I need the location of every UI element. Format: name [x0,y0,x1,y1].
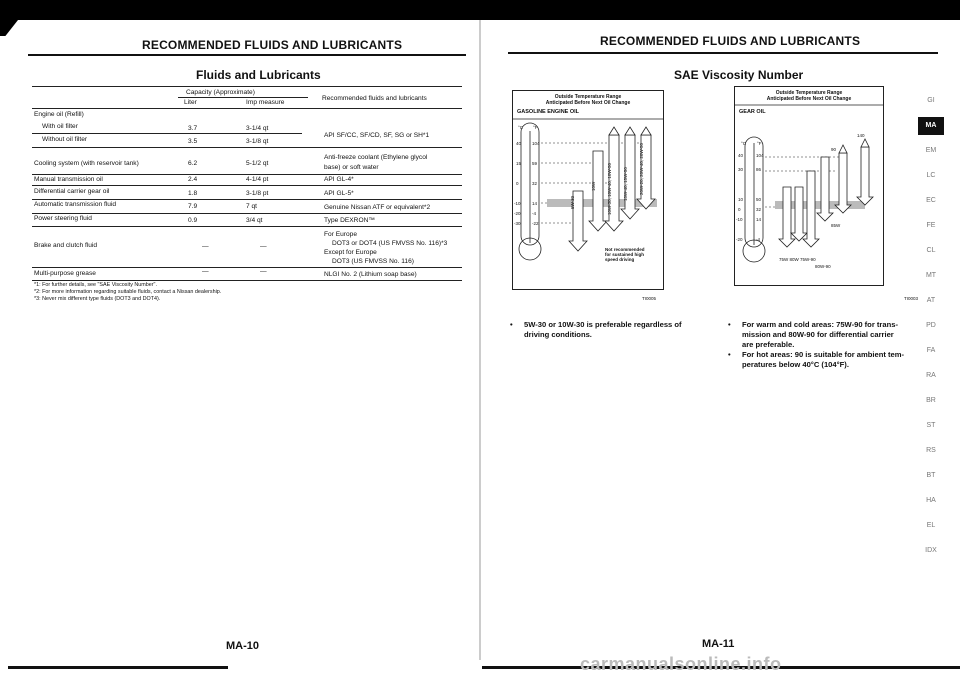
tab-idx[interactable]: IDX [925,547,937,554]
table-cell: 7 qt [246,203,257,210]
table-cell: base) or soft water [324,164,379,171]
bullet-left: • 5W-30 or 10W-30 is preferable regardless of driving conditions. [510,320,682,339]
chart2-fig-id: TI0003 [904,296,919,301]
chart2-graphic [735,87,883,285]
table-cell: NLGI No. 2 (Lithium soap base) [324,271,417,278]
chart2-unit-c: °C [741,141,747,146]
left-header-rule [28,54,466,56]
chart1-grade: 15W-40, 15W-50 [623,167,628,201]
chart2-tick-f: 32 [756,207,762,212]
tab-lc[interactable]: LC [926,172,936,179]
chart2-caption-1: Outside Temperature Range [775,90,843,96]
chart2-tick-f: 86 [756,167,762,172]
chart1-fig-id: TI0005 [642,296,657,301]
table-cell: Anti-freeze coolant (Ethylene glycol [324,154,428,161]
chart2-tick-c: 40 [738,153,744,158]
table-cell: 3-1/8 qt [246,138,269,145]
left-bottom-rule [8,666,228,669]
table-cell: — [202,268,209,275]
table-cell: 7.9 [188,203,198,210]
table-row: Without oil filter [42,136,88,143]
table-row: Engine oil (Refill) [34,111,84,118]
chart1-unit-c: °C [518,125,524,130]
table-cell: API GL-4* [324,176,354,183]
tab-br[interactable]: BR [926,397,936,404]
tab-st[interactable]: ST [926,422,936,429]
chart2-caption-2: Anticipated Before Next Oil Change [766,96,852,102]
chart1-tick-c: 0 [516,181,519,186]
chart1-tick-c: -20 [514,211,521,216]
chart2-grades-bottom: 75W 80W 75W-90 [779,257,816,262]
tab-cl[interactable]: CL [926,247,936,254]
tab-bt[interactable]: BT [926,472,936,479]
tab-ha[interactable]: HA [926,497,936,504]
left-page-number: MA-10 [226,640,260,652]
table-row: With oil filter [42,123,78,130]
footnote-2: *2: For more information regarding suitable fluids, contact a Nissan dealership. [34,289,222,295]
bullet-right-2-line-2: peratures below 40°C (104°F). [742,360,849,369]
right-page-header: RECOMMENDED FLUIDS AND LUBRICANTS [600,34,861,48]
table-row: Automatic transmission fluid [34,201,117,208]
chart1-tick-f: -4 [532,211,537,216]
chart1-grade: 10W-30, 10W-40, 10W-50 [607,162,612,215]
bullet-right-2: • For hot areas: 90 is suitable for ambient tem- peratures below 40°C (104°F). [728,350,905,369]
table-cell: API GL-5* [324,190,354,197]
table-cell: 4-1/4 pt [246,176,269,183]
chart2-unit-f: °F [757,141,762,146]
table-row: Differential carrier gear oil [34,188,110,195]
tab-at[interactable]: AT [926,297,936,304]
col-imp: Imp measure [246,99,285,106]
table-row: Brake and clutch fluid [34,242,98,249]
bullet-right-2-line-1: For hot areas: 90 is suitable for ambient tem- [742,350,905,359]
chart1-tick-c: 15 [516,161,522,166]
tab-fe[interactable]: FE [926,222,936,229]
table-cell: 0.9 [188,217,198,224]
capacity-header: Capacity (Approximate) [186,89,255,96]
chart2-grade-85w: 85W [831,223,841,228]
book-spine [479,20,481,660]
chart1-grade: 10W [591,181,596,191]
table-row: Power steering fluid [34,215,92,222]
chart2-tick-f: 104 [756,153,764,158]
table-cell: 5-1/2 qt [246,160,269,167]
table-cell: For Europe [324,231,357,238]
table-cell: Except for Europe [324,249,377,256]
table-cell: 3.7 [188,125,198,132]
chart1-tick-f: 32 [532,181,538,186]
bullet-right-1: • For warm and cold areas: 75W-90 for trans- mission and 80W-90 for differential carrier are preferable. [728,320,898,349]
chart1-tick-c: -10 [514,201,521,206]
chart2-tick-f: -4 [756,237,761,242]
tab-el[interactable]: EL [926,522,936,529]
chart1-tick-f: 59 [532,161,538,166]
left-page-title: Fluids and Lubricants [196,68,321,82]
table-cell: — [260,268,267,275]
bullet-right-1-line-2: mission and 80W-90 for differential carrier [742,330,894,339]
chart1-caption-1: Outside Temperature Range [554,94,622,100]
table-row: Multi-purpose grease [34,270,96,277]
chart1-tick-f: -22 [532,221,539,226]
chart2-section: GEAR OIL [739,109,766,115]
chart2-tick-c: -20 [736,237,743,242]
table-row: Cooling system (with reservoir tank) [34,160,139,167]
chart1-note-1: Not recommended [605,247,645,252]
watermark: carmanualsonline.info [580,654,782,674]
right-page-title: SAE Viscosity Number [674,68,804,82]
chart2-tick-c: 0 [738,207,741,212]
tab-em[interactable]: EM [925,147,937,154]
chart2-grade-140: 140 [857,133,865,138]
chart1-note [605,247,645,262]
chart2-tick-c: 30 [738,167,744,172]
table-cell: 3/4 qt [246,217,263,224]
right-page-number: MA-11 [702,638,735,650]
chart1-tick-c: 40 [516,141,522,146]
table-cell: DOT3 or DOT4 (US FMVSS No. 116)*3 [332,240,448,247]
bullet-left-line-1: 5W-30 or 10W-30 is preferable regardless of [524,320,682,329]
chart1-note-3: speed driving [605,257,635,262]
right-header-rule [508,52,938,54]
bullet-left-line-2: driving conditions. [524,330,592,339]
chart2-tick-f: 14 [756,217,762,222]
chart1-tick-c: -30 [514,221,521,226]
right-page [482,0,960,678]
tab-rs[interactable]: RS [926,447,936,454]
chart1-caption-2: Anticipated Before Next Oil Change [545,100,631,106]
table-cell: 1.8 [188,190,198,197]
table-row: Manual transmission oil [34,176,103,183]
tab-fa[interactable]: FA [926,347,936,354]
table-cell: API SF/CC, SF/CD, SF, SG or SH*1 [324,132,430,139]
tab-ra[interactable]: RA [926,372,936,379]
table-cell: — [260,243,267,250]
tab-mt[interactable]: MT [925,272,937,279]
chart1-note-2: for sustained high [605,252,645,257]
footnote-1: *1: For further details, see "SAE Viscosity Number". [34,282,157,288]
chart1-tick-f: 104 [532,141,540,146]
table-cell: Genuine Nissan ATF or equivalent*2 [324,204,431,211]
footnote-3: *3: Never mix different type fluids (DOT3 and DOT4). [34,296,161,302]
chart1-grade: 20W-20, 20W-40, 20W-50 [639,142,644,195]
tab-ec[interactable]: EC [926,197,936,204]
table-cell: 3-1/4 qt [246,125,269,132]
tab-gi[interactable]: GI [927,97,935,104]
col-recommended: Recommended fluids and lubricants [322,95,427,102]
left-page-header: RECOMMENDED FLUIDS AND LUBRICANTS [142,38,403,52]
chart1-unit-f: °F [533,125,538,130]
chart1-tick-f: 14 [532,201,538,206]
chart2-tick-f: 50 [756,197,762,202]
chart1-grade: 5W-30 [570,195,575,209]
left-page [0,0,478,678]
table-cell: — [202,243,209,250]
gasoline-oil-chart [512,90,664,290]
bullet-right-1-line-1: For warm and cold areas: 75W-90 for trans- [742,320,898,329]
tab-pd[interactable]: PD [926,322,936,329]
chart2-grades-bottom-2: 80W-90 [815,264,831,269]
table-cell: 3.5 [188,138,198,145]
table-cell: 2.4 [188,176,198,183]
table-cell: Type DEXRON™ [324,217,375,224]
table-cell: 3-1/8 pt [246,190,269,197]
chart2-grade-90: 90 [831,147,837,152]
table-cell: DOT3 (US FMVSS No. 116) [332,258,414,265]
chart2-tick-c: 10 [738,197,744,202]
col-liter: Liter [184,99,197,106]
gear-oil-chart [734,86,884,286]
chart1-section: GASOLINE ENGINE OIL [517,109,580,115]
bullet-right-1-line-3: are preferable. [742,340,795,349]
chart2-tick-c: -10 [736,217,743,222]
tab-ma[interactable]: MA [918,117,944,135]
table-cell: 6.2 [188,160,198,167]
